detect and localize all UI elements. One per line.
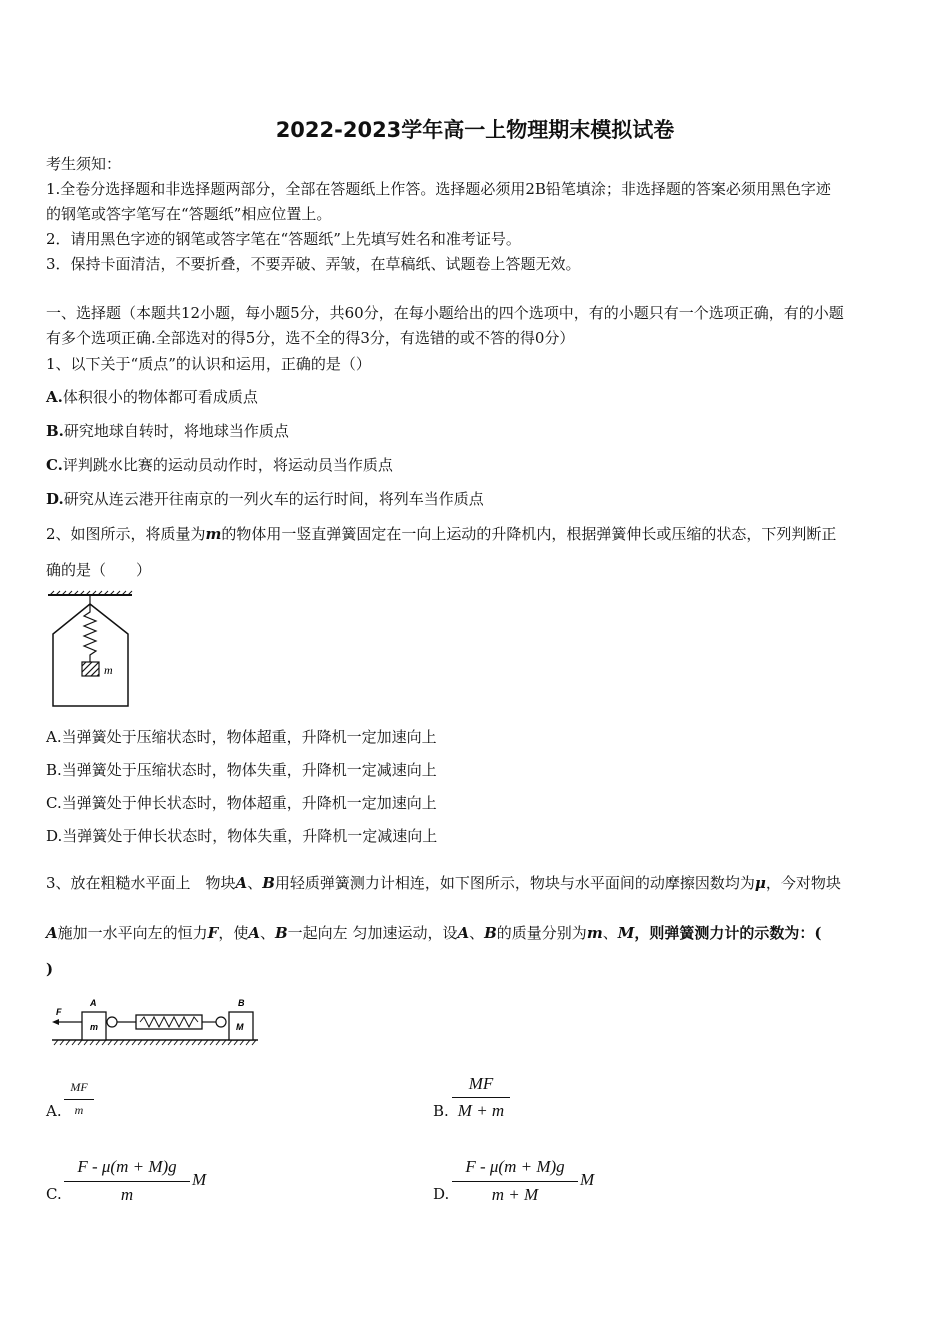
- q3-symbol-a: A: [248, 924, 260, 942]
- fraction-denominator: m: [120, 1185, 134, 1204]
- fraction-numerator: F - μ(m + M)g: [77, 1157, 177, 1176]
- notice-line-2: 的钢笔或答字笔写在“答题纸”相应位置上。: [46, 205, 332, 223]
- q2-option-c: C.当弹簧处于伸长状态时，物体超重，升降机一定加速向上: [46, 794, 437, 812]
- elevator-spring-figure: [44, 590, 136, 710]
- notice-heading: 考生须知：: [46, 155, 122, 173]
- hook-right: [216, 1017, 226, 1027]
- q2-option-a: A.当弹簧处于压缩状态时，物体超重，升降机一定加速向上: [46, 728, 437, 746]
- notice-line-1: 1.全卷分选择题和非选择题两部分，全部在答题纸上作答。选择题必须用2B铅笔填涂；非选择题的答案必须用黑色字迹: [46, 180, 831, 198]
- fraction-denominator: M + m: [457, 1101, 505, 1120]
- q3-option-a-letter: A.: [46, 1102, 62, 1120]
- q3-option-d-multiplier: M: [580, 1170, 595, 1189]
- option-text: 评判跳水比赛的运动员动作时，将运动员当作质点: [62, 456, 393, 474]
- page-title: 2022-2023学年高一上物理期末模拟试卷: [275, 118, 675, 142]
- q2-option-d: D.当弹簧处于伸长状态时，物体失重，升降机一定减速向上: [46, 827, 438, 845]
- option-letter: A.: [46, 388, 63, 406]
- spring: [84, 604, 96, 662]
- q3-stem-part: 、: [247, 874, 263, 892]
- q3-option-d-fraction: [452, 1157, 578, 1207]
- q1-option-b: [46, 420, 289, 441]
- mass-label: m: [104, 663, 113, 677]
- q3-symbol-a: A: [46, 924, 58, 942]
- fraction-denominator: m: [74, 1103, 84, 1117]
- q3-symbol-m: m: [586, 924, 603, 942]
- q3-symbol-b: B: [484, 924, 497, 942]
- q1-option-d: [46, 488, 484, 509]
- q3-stem-part: 、: [602, 924, 618, 942]
- q3-symbol-big-m: M: [617, 924, 635, 942]
- q3-option-c-multiplier: M: [192, 1170, 207, 1189]
- block-a-mass: m: [90, 1022, 99, 1032]
- fraction-numerator: F - μ(m + M)g: [465, 1157, 565, 1176]
- q2-stem-part: 的物体用一竖直弹簧固定在一向上运动的升降机内，根据弹簧伸长或压缩的状态，下列判断正: [221, 525, 837, 543]
- q3-symbol-b: B: [262, 874, 275, 892]
- option-letter: D.: [46, 490, 64, 508]
- q2-option-b: B.当弹簧处于压缩状态时，物体失重，升降机一定减速向上: [46, 761, 437, 779]
- q3-stem-line-2: [46, 922, 821, 943]
- q3-option-b-letter: B.: [433, 1102, 449, 1120]
- q3-stem-part: 的质量分别为: [496, 924, 587, 942]
- q2-stem-line-2: 确的是（ ）: [46, 561, 152, 579]
- notice-line-3: 2．请用黑色字迹的钢笔或答字笔在“答题纸”上先填写姓名和准考证号。: [46, 230, 521, 248]
- fraction-numerator: MF: [70, 1080, 88, 1094]
- block-b-label: B: [238, 998, 245, 1008]
- q3-stem-part: 一起向左 匀加速运动，设: [287, 924, 458, 942]
- fraction-denominator: m + M: [491, 1185, 539, 1204]
- q3-stem-part: 、: [259, 924, 275, 942]
- q3-stem-part: ，今对物块: [765, 874, 841, 892]
- section-line-1: 一、选择题（本题共12小题，每小题5分，共60分，在每小题给出的四个选项中，有的小题只有一个选项正确，有的小题: [46, 304, 844, 322]
- section-line-2: 有多个选项正确.全部选对的得5分，选不全的得3分，有选错的或不答的得0分）: [46, 329, 575, 347]
- q1-stem: 1、以下关于“质点”的认识和运用，正确的是（）: [46, 355, 371, 373]
- q3-stem-line-3: ): [46, 960, 54, 978]
- hook-left: [107, 1017, 117, 1027]
- q2-mass-symbol: m: [205, 525, 222, 543]
- q3-option-c-letter: C.: [46, 1185, 62, 1203]
- q3-stem-part: 施加一水平向左的恒力: [57, 924, 208, 942]
- fraction-numerator: MF: [468, 1074, 494, 1093]
- q3-stem-part: ，则弹簧测力计的示数为：(: [634, 924, 822, 942]
- q1-option-a: [46, 386, 258, 407]
- q3-stem-part: 、: [469, 924, 485, 942]
- q3-symbol-mu: μ: [754, 874, 766, 892]
- q3-symbol-f: F: [207, 924, 219, 942]
- option-letter: C.: [46, 456, 63, 474]
- fraction-bar: [452, 1097, 510, 1098]
- notice-line-4: 3．保持卡面清洁，不要折叠，不要弄破、弄皱，在草稿纸、试题卷上答题无效。: [46, 255, 581, 273]
- force-label: F: [56, 1007, 62, 1017]
- fraction-bar: [452, 1181, 578, 1182]
- q3-symbol-a: A: [235, 874, 248, 892]
- q3-option-a-fraction: [64, 1080, 94, 1124]
- spring-scale-figure: [46, 994, 262, 1050]
- q3-option-d-letter: D.: [433, 1185, 450, 1203]
- block-b-mass: M: [236, 1022, 244, 1032]
- fraction-bar: [64, 1099, 94, 1100]
- q3-stem-part: ，使: [218, 924, 249, 942]
- option-letter: B.: [46, 422, 64, 440]
- option-text: 研究从连云港开往南京的一列火车的运行时间，将列车当作质点: [63, 490, 484, 508]
- q1-option-c: [46, 454, 393, 475]
- q3-symbol-b: B: [274, 924, 288, 942]
- q3-stem-line-1: [46, 872, 841, 893]
- q2-stem-part: 2、如图所示，将质量为: [46, 525, 206, 543]
- q3-stem-part: 用轻质弹簧测力计相连，如下图所示，物块与水平面间的动摩擦因数均为: [274, 874, 755, 892]
- block-a-label: A: [90, 998, 97, 1008]
- q2-stem: [46, 523, 836, 544]
- q3-option-c-fraction: [64, 1157, 190, 1207]
- fraction-bar: [64, 1181, 190, 1182]
- q3-symbol-a: A: [457, 924, 470, 942]
- option-text: 体积很小的物体都可看成质点: [62, 388, 258, 406]
- option-text: 研究地球自转时，将地球当作质点: [63, 422, 289, 440]
- q3-stem-part: 3、放在粗糙水平面上 物块: [46, 874, 236, 892]
- q3-option-b-fraction: [452, 1074, 510, 1124]
